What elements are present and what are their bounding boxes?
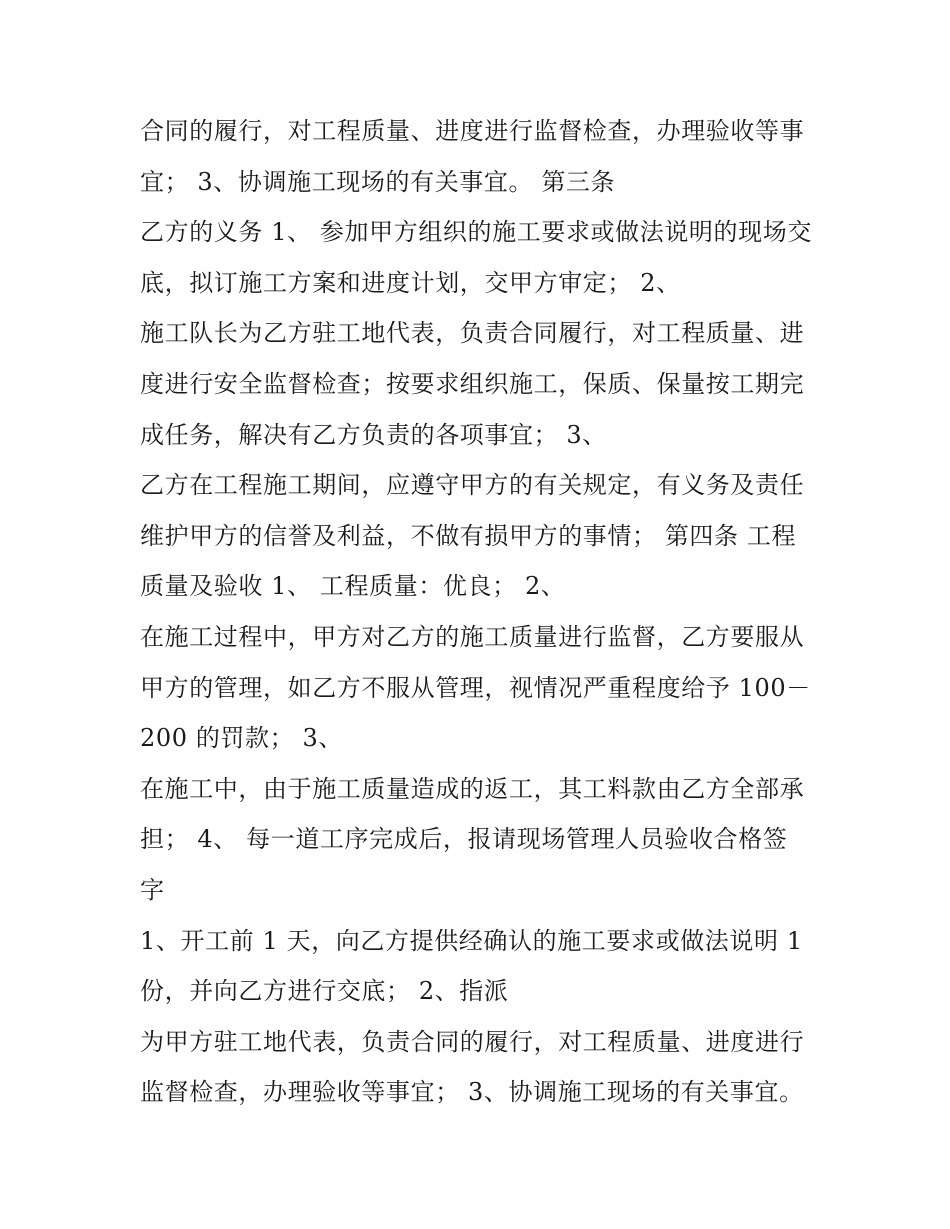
text-line: 底，拟订施工方案和进度计划，交甲方审定； 2、 bbox=[140, 268, 681, 297]
text-line: 乙方在工程施工期间，应遵守甲方的有关规定，有义务及责任 bbox=[140, 471, 805, 500]
text-line: 合同的履行，对工程质量、进度进行监督检查，办理验收等事 bbox=[140, 117, 805, 145]
text-line: 在施工过程中，甲方对乙方的施工质量进行监督，乙方要服从 bbox=[140, 622, 805, 651]
text-line: 质量及验收 1、 工程质量：优良； 2、 bbox=[140, 572, 566, 601]
text-line: 成任务，解决有乙方负责的各项事宜； 3、 bbox=[140, 420, 607, 449]
text-line: 施工队长为乙方驻工地代表，负责合同履行，对工程质量、进 bbox=[140, 319, 805, 348]
text-line: 度进行安全监督检查；按要求组织施工，保质、保量按工期完 bbox=[140, 369, 805, 398]
text-line: 担； 4、 每一道工序完成后，报请现场管理人员验收合格签 bbox=[140, 825, 788, 854]
text-line: 200 的罚款； 3、 bbox=[140, 724, 343, 753]
text-line: 维护甲方的信誉及利益，不做有损甲方的事情； 第四条 工程 bbox=[140, 521, 797, 550]
text-line: 份，并向乙方进行交底； 2、指派 bbox=[140, 977, 509, 1006]
text-line: 在施工中，由于施工质量造成的返工，其工料款由乙方全部承 bbox=[140, 774, 805, 803]
text-line: 甲方的管理，如乙方不服从管理，视情况严重程度给予 100－ bbox=[140, 673, 811, 702]
text-line: 监督检查，办理验收等事宜； 3、协调施工现场的有关事宜。 bbox=[140, 1078, 804, 1107]
text-line: 宜； 3、协调施工现场的有关事宜。 第三条 bbox=[140, 167, 616, 196]
contract-text-body bbox=[140, 106, 830, 1118]
text-line: 字 bbox=[140, 875, 165, 904]
text-line: 乙方的义务 1、 参加甲方组织的施工要求或做法说明的现场交 bbox=[140, 218, 812, 247]
text-line: 为甲方驻工地代表，负责合同的履行，对工程质量、进度进行 bbox=[140, 1027, 805, 1056]
text-line: 1、开工前 1 天，向乙方提供经确认的施工要求或做法说明 1 bbox=[140, 926, 803, 955]
